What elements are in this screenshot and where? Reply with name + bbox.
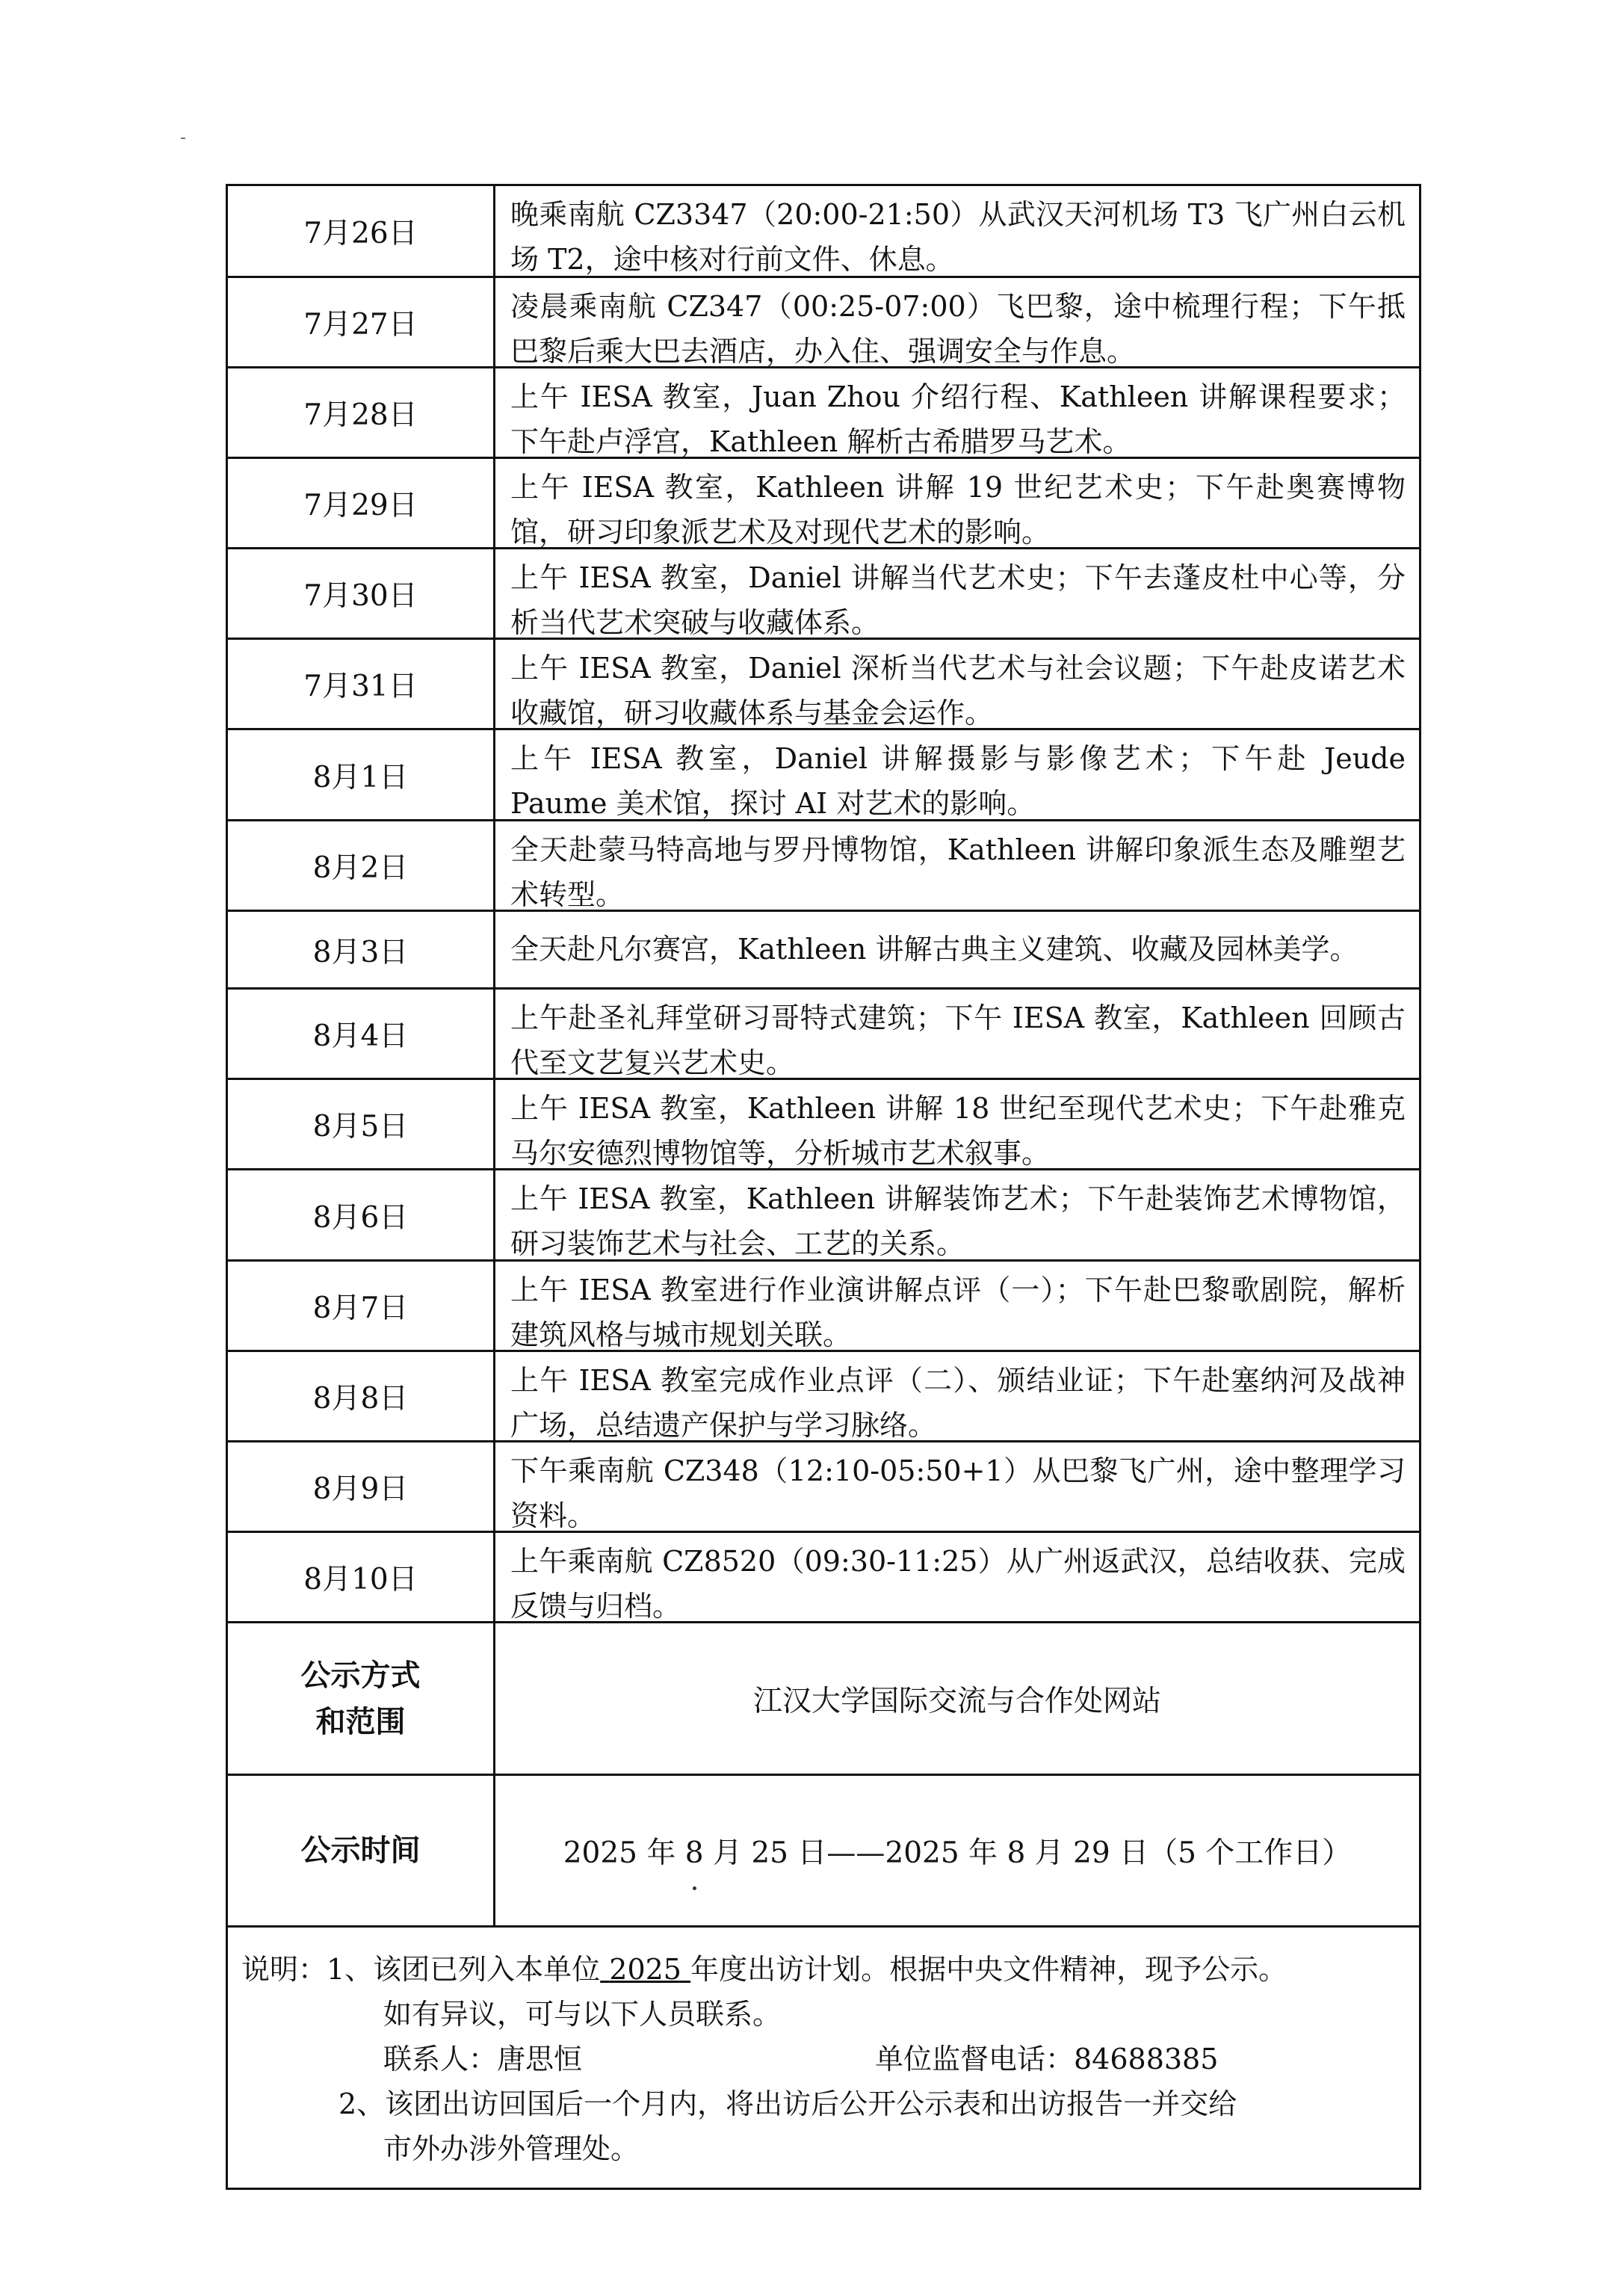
table-row xyxy=(228,1352,1419,1442)
notes-section xyxy=(241,1947,1404,2171)
table-row xyxy=(228,990,1419,1080)
activity-cell: 上午 IESA 教室，Kathleen 讲解 19 世纪艺术史；下午赴奥赛博物馆，研习印象派艺术及对现代艺术的影响。 xyxy=(510,471,1406,549)
activity-cell: 下午乘南航 CZ348（12:10-05:50+1）从巴黎飞广州，途中整理学习资料。 xyxy=(510,1454,1406,1532)
table-row xyxy=(228,1170,1419,1262)
date-cell: 8月8日 xyxy=(228,1352,495,1440)
activity-cell: 上午 IESA 教室，Juan Zhou 介绍行程、Kathleen 讲解课程要求；下午赴卢浮宫，Kathleen 解析古希腊罗马艺术。 xyxy=(510,380,1406,458)
activity-cell: 上午 IESA 教室，Daniel 讲解当代艺术史；下午去蓬皮杜中心等，分析当代艺术突破与收藏体系。 xyxy=(510,561,1406,639)
note-line xyxy=(241,2126,1404,2171)
note-suffix: 年度出访计划。根据中央文件精神，现予公示。 xyxy=(690,1953,1287,1986)
supervision-phone: 单位监督电话：84688385 xyxy=(875,2043,1219,2076)
date-cell: 8月6日 xyxy=(228,1170,495,1259)
publicity-time-label: 公示时间 xyxy=(228,1776,495,1925)
table-row xyxy=(228,730,1419,821)
table-row xyxy=(228,912,1419,990)
table-row xyxy=(228,459,1419,549)
label-line: 和范围 xyxy=(315,1704,406,1739)
activity-cell: 全天赴蒙马特高地与罗丹博物馆，Kathleen 讲解印象派生态及雕塑艺术转型。 xyxy=(510,833,1406,911)
note-line xyxy=(241,1992,1404,2037)
date-cell: 8月9日 xyxy=(228,1442,495,1531)
activity-cell: 上午 IESA 教室进行作业演讲解点评（一）；下午赴巴黎歌剧院，解析建筑风格与城市规划关联。 xyxy=(510,1274,1406,1351)
date-cell: 7月29日 xyxy=(228,459,495,547)
activity-cell: 上午赴圣礼拜堂研习哥特式建筑；下午 IESA 教室，Kathleen 回顾古代至文艺复兴艺术史。 xyxy=(510,1002,1406,1079)
note-year-value: 2025 xyxy=(609,1953,681,1986)
note-line xyxy=(241,1947,1404,1992)
activity-cell: 凌晨乘南航 CZ347（00:25-07:00）飞巴黎，途中梳理行程；下午抵巴黎后乘大巴去酒店，办入住、强调安全与作息。 xyxy=(510,290,1406,368)
table-row xyxy=(228,1080,1419,1170)
schedule-table xyxy=(226,184,1421,2190)
activity-cell: 上午乘南航 CZ8520（09:30-11:25）从广州返武汉，总结收获、完成反馈与归档。 xyxy=(510,1545,1406,1623)
activity-cell: 上午 IESA 教室，Kathleen 讲解 18 世纪至现代艺术史；下午赴雅克马尔安德烈博物馆等，分析城市艺术叙事。 xyxy=(510,1092,1406,1170)
date-cell: 8月1日 xyxy=(228,730,495,819)
table-row xyxy=(228,278,1419,368)
scan-dot xyxy=(693,1886,696,1890)
table-row xyxy=(228,1262,1419,1352)
activity-cell: 上午 IESA 教室完成作业点评（二）、颁结业证；下午赴塞纳河及战神广场，总结遗产保护与学习脉络。 xyxy=(510,1364,1406,1442)
date-cell: 8月10日 xyxy=(228,1533,495,1621)
note-year xyxy=(600,1953,690,1986)
table-row xyxy=(228,549,1419,640)
publicity-time-row xyxy=(228,1776,1419,1928)
scan-mark xyxy=(181,138,185,139)
note-item2: 2、该团出访回国后一个月内，将出访后公开公示表和出访报告一并交给 xyxy=(338,2087,1237,2120)
note-prefix: 说明：1、该团已列入本单位 xyxy=(241,1953,601,1986)
activity-cell: 上午 IESA 教室，Daniel 讲解摄影与影像艺术；下午赴 Jeude Paume 美术馆，探讨 AI 对艺术的影响。 xyxy=(510,742,1406,820)
table-row xyxy=(228,821,1419,912)
publicity-method-row xyxy=(228,1623,1419,1776)
date-cell: 8月4日 xyxy=(228,990,495,1078)
date-cell: 7月26日 xyxy=(228,186,495,276)
note-objection: 如有异议，可与以下人员联系。 xyxy=(383,1998,782,2031)
date-cell: 7月31日 xyxy=(228,640,495,728)
contact-person: 联系人：唐思恒 xyxy=(383,2043,583,2076)
table-row xyxy=(228,640,1419,730)
table-row xyxy=(228,1533,1419,1623)
activity-cell: 晚乘南航 CZ3347（20:00-21:50）从武汉天河机场 T3 飞广州白云机场 T2，途中核对行前文件、休息。 xyxy=(510,198,1406,276)
date-cell: 8月2日 xyxy=(228,821,495,910)
table-row xyxy=(228,1442,1419,1533)
date-cell: 7月28日 xyxy=(228,368,495,457)
note-line xyxy=(241,2081,1404,2126)
note-item2-cont: 市外办涉外管理处。 xyxy=(383,2132,640,2165)
publicity-time-value: 2025 年 8 月 25 日——2025 年 8 月 29 日（5 个工作日） xyxy=(563,1836,1352,1870)
label-line: 公示方式 xyxy=(300,1658,421,1693)
activity-cell: 全天赴凡尔赛宫，Kathleen 讲解古典主义建筑、收藏及园林美学。 xyxy=(510,933,1358,966)
publicity-method-value: 江汉大学国际交流与合作处网站 xyxy=(752,1684,1161,1718)
table-row xyxy=(228,368,1419,459)
table-row xyxy=(228,186,1419,278)
date-cell: 8月5日 xyxy=(228,1080,495,1168)
date-cell: 8月7日 xyxy=(228,1262,495,1350)
date-cell: 7月27日 xyxy=(228,278,495,366)
activity-cell: 上午 IESA 教室，Daniel 深析当代艺术与社会议题；下午赴皮诺艺术收藏馆，研习收藏体系与基金会运作。 xyxy=(510,652,1406,729)
date-cell: 8月3日 xyxy=(228,912,495,987)
activity-cell: 上午 IESA 教室，Kathleen 讲解装饰艺术；下午赴装饰艺术博物馆，研习装饰艺术与社会、工艺的关系。 xyxy=(510,1182,1406,1260)
note-contact-line xyxy=(241,2037,1404,2081)
publicity-method-label xyxy=(228,1623,495,1774)
date-cell: 7月30日 xyxy=(228,549,495,638)
